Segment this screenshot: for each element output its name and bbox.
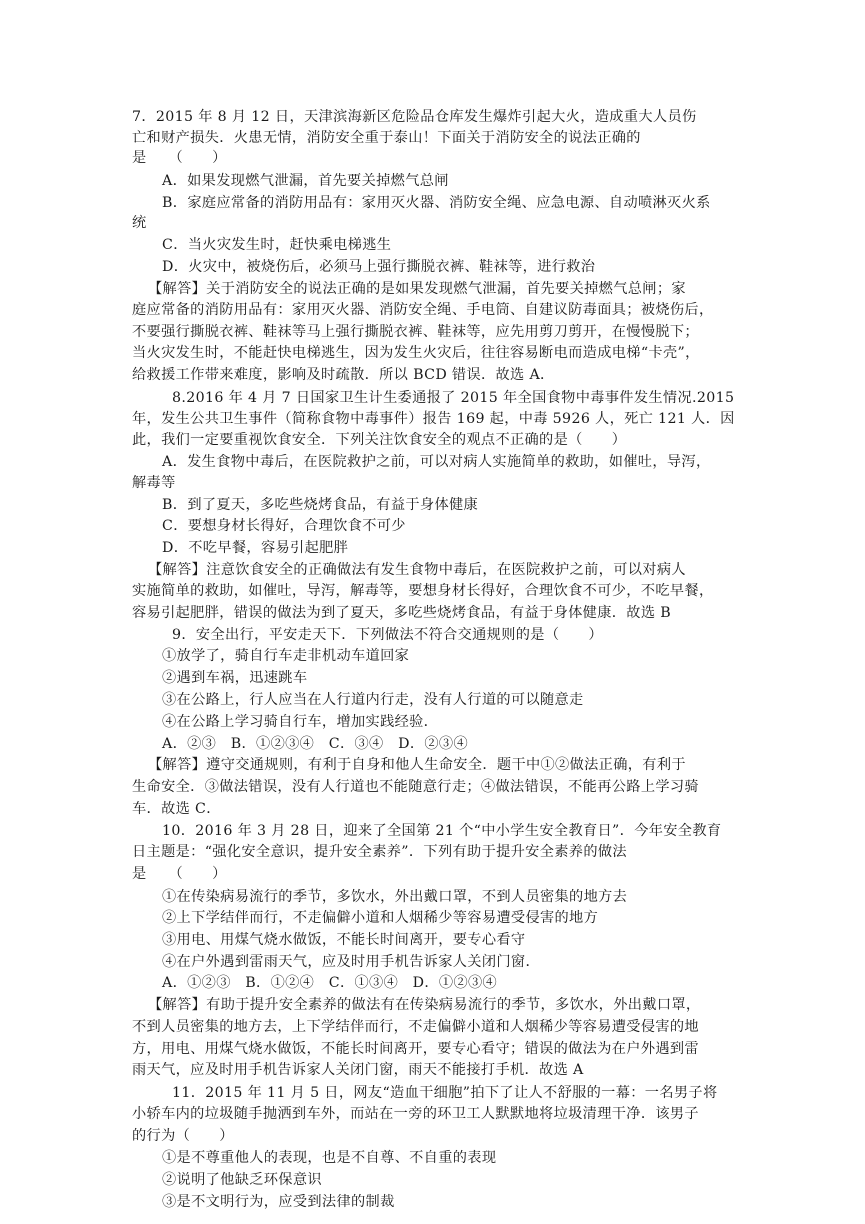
text-line: 容易引起肥胖，错误的做法为到了夏天，多吃些烧烤食品，有益于身体健康．故选 B xyxy=(132,605,671,621)
text-line: D．不吃早餐，容易引起肥胖 xyxy=(162,540,349,556)
text-line: ②说明了他缺乏环保意识 xyxy=(162,1172,322,1188)
text-line: 方，用电、用煤气烧水做饭，不能长时间离开，要专心看守；错误的做法为在户外遇到雷 xyxy=(132,1041,699,1057)
text-line: 【解答】有助于提升安全素养的做法有在传染病易流行的季节，多饮水，外出戴口罩， xyxy=(148,997,701,1013)
text-line: B．家庭应常备的消防用品有：家用灭火器、消防安全绳、应急电源、自动喷淋灭火系 xyxy=(162,195,711,211)
text-line: 统 xyxy=(132,215,147,231)
text-line: 9．安全出行，平安走天下．下列做法不符合交通规则的是（ ） xyxy=(172,627,603,643)
text-line: 此，我们一定要重视饮食安全．下列关注饮食安全的观点不正确的是（ ） xyxy=(132,432,627,448)
text-line: 【解答】遵守交通规则，有利于自身和他人生命安全．题干中①②做法正确，有利于 xyxy=(148,757,686,773)
text-line: C．要想身材长得好，合理饮食不可少 xyxy=(162,518,406,534)
text-line: 解毒等 xyxy=(132,475,176,491)
text-line: ③是不文明行为，应受到法律的制裁 xyxy=(162,1194,395,1210)
text-line: 是 （ ） xyxy=(132,866,227,882)
text-line: ③在公路上，行人应当在人行道内行走，没有人行道的可以随意走 xyxy=(162,692,584,708)
text-line: 实施简单的救助，如催吐，导泻，解毒等，要想身材长得好，合理饮食不可少，不吃早餐， xyxy=(132,583,714,599)
text-line: ①是不尊重他人的表现，也是不自尊、不自重的表现 xyxy=(162,1150,497,1166)
text-line: D．火灾中，被烧伤后，必须马上强行撕脱衣裤、鞋袜等，进行救治 xyxy=(162,259,596,275)
text-line: ①在传染病易流行的季节，多饮水，外出戴口罩，不到人员密集的地方去 xyxy=(162,889,628,905)
text-line: 雨天气，应及时用手机告诉家人关闭门窗，雨天不能接打手机．故选 A xyxy=(132,1062,584,1078)
text-line: 年，发生公共卫生事件（简称食物中毒事件）报告 169 起，中毒 5926 人，死亡 121 人．因 xyxy=(132,411,735,427)
text-line: 7．2015 年 8 月 12 日，天津滨海新区危险品仓库发生爆炸引起大火，造成重大人员伤 xyxy=(132,109,697,125)
text-line: 车．故选 C． xyxy=(132,801,221,817)
text-line: C．当火灾发生时，赶快乘电梯逃生 xyxy=(162,237,392,253)
text-line: 亡和财产损失．火患无情，消防安全重于泰山！下面关于消防安全的说法正确的 xyxy=(132,130,641,146)
text-line: 当火灾发生时，不能赶快电梯逃生，因为发生火灾后，往往容易断电而造成电梯“卡壳”， xyxy=(132,345,700,361)
text-line: 生命安全．③做法错误，没有人行道也不能随意行走；④做法错误，不能再公路上学习骑 xyxy=(132,779,699,795)
text-line: 给救援工作带来难度，影响及时疏散．所以 BCD 错误．故选 A． xyxy=(132,367,555,383)
text-line: A．②③ B．①②③④ C．③④ D．②③④ xyxy=(162,736,468,752)
text-line: A．①②③ B．①②④ C．①③④ D．①②③④ xyxy=(162,975,498,991)
text-line: 不要强行撕脱衣裤、鞋袜等马上强行撕脱衣裤、鞋袜等，应先用剪刀剪开，在慢慢脱下； xyxy=(132,324,699,340)
text-line: A．发生食物中毒后，在医院救护之前，可以对病人实施简单的救助，如催吐，导泻， xyxy=(162,454,711,470)
text-line: ③用电、用煤气烧水做饭，不能长时间离开，要专心看守 xyxy=(162,932,526,948)
text-line: 日主题是：“强化安全意识，提升安全素养”．下列有助于提升安全素养的做法 xyxy=(132,844,627,860)
text-line: 小轿车内的垃圾随手抛洒到车外，而站在一旁的环卫工人默默地将垃圾清理干净．该男子 xyxy=(132,1106,699,1122)
text-line: B．到了夏天，多吃些烧烤食品，有益于身体健康 xyxy=(162,497,479,513)
text-line: 11．2015 年 11 月 5 日，网友“造血干细胞”拍下了让人不舒服的一幕：一名男子将 xyxy=(172,1085,718,1101)
text-line: 不到人员密集的地方去，上下学结伴而行，不走偏僻小道和人烟稀少等容易遭受侵害的地 xyxy=(132,1019,699,1035)
text-line: 10．2016 年 3 月 28 日，迎来了全国第 21 个“中小学生安全教育日”．今年安全教育 xyxy=(162,823,722,839)
text-line: 是 （ ） xyxy=(132,150,227,166)
text-line: ②遇到车祸，迅速跳车 xyxy=(162,670,308,686)
text-line: 【解答】关于消防安全的说法正确的是如果发现燃气泄漏，首先要关掉燃气总闸；家 xyxy=(148,281,686,297)
text-line: ④在公路上学习骑自行车，增加实践经验． xyxy=(162,714,439,730)
text-line: ①放学了，骑自行车走非机动车道回家 xyxy=(162,648,410,664)
text-line: 的行为（ ） xyxy=(132,1128,234,1144)
text-line: 【解答】注意饮食安全的正确做法有发生食物中毒后，在医院救护之前，可以对病人 xyxy=(148,562,686,578)
text-line: 庭应常备的消防用品有：家用灭火器、消防安全绳、手电筒、自建议防毒面具；被烧伤后， xyxy=(132,302,714,318)
text-line: ②上下学结伴而行，不走偏僻小道和人烟稀少等容易遭受侵害的地方 xyxy=(162,910,599,926)
text-line: 8.2016 年 4 月 7 日国家卫生计生委通报了 2015 年全国食物中毒事件发生情况.2015 xyxy=(172,390,735,406)
text-line: A．如果发现燃气泄漏，首先要关掉燃气总闸 xyxy=(162,173,449,189)
text-line: ④在户外遇到雷雨天气，应及时用手机告诉家人关闭门窗． xyxy=(162,954,540,970)
